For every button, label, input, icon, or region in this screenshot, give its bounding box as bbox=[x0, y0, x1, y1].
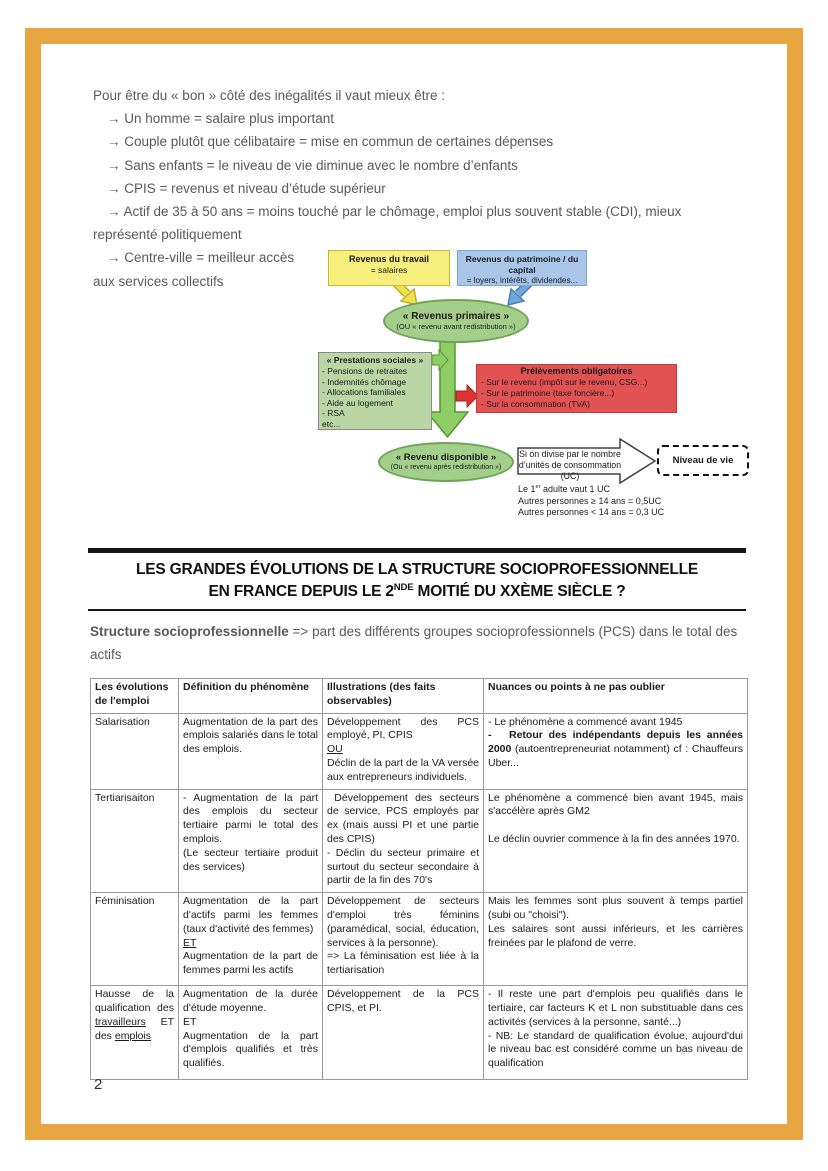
cell-illustrations: Développement des secteurs de service, PCS employés par ex (mais aussi PI et une partie des CPIS) - Déclin du secteur primaire et surtout du secteur secondaire à partir de la fin des 70's bbox=[323, 789, 484, 893]
primary-income-ellipse bbox=[383, 299, 529, 343]
redistribution-arrow-icon bbox=[427, 339, 468, 437]
capital-income-box bbox=[457, 250, 587, 286]
cell-illustrations: Développement des PCS employé, PI, CPIS OU Déclin de la part de la VA versée aux entrepreneurs individuels. bbox=[323, 713, 484, 789]
table-header-row bbox=[91, 679, 748, 714]
primary-income-subtitle: (OU « revenu avant redistribution ») bbox=[396, 321, 516, 331]
intro-line: → Couple plutôt que célibataire = mise en commun de certaines dépenses bbox=[107, 134, 554, 150]
social-benefits-box bbox=[318, 352, 432, 430]
structure-definition: Structure socioprofessionnelle => part des différents groupes socioprofessionnels (PCS) dans le total des actifs bbox=[90, 624, 742, 662]
cell-evolution: Hausse de la qualification des travailleurs ET des emplois bbox=[91, 986, 179, 1080]
intro-line: → CPIS = revenus et niveau d’étude supérieur bbox=[107, 180, 386, 196]
intro-line: → Un homme = salaire plus important bbox=[107, 111, 334, 127]
social-benefits-title: « Prestations sociales » bbox=[326, 355, 424, 365]
cell-evolution: Féminisation bbox=[91, 893, 179, 986]
header-evolutions: Les évolutions de l'emploi bbox=[91, 679, 179, 714]
intro-line: représenté politiquement bbox=[93, 227, 242, 243]
header-illustrations: Illustrations (des faits observables) bbox=[323, 679, 484, 714]
page-number: 2 bbox=[94, 1076, 103, 1093]
cell-definition: Augmentation de la part des emplois salariés dans le total des emplois. bbox=[179, 713, 323, 789]
levies-box bbox=[476, 364, 677, 413]
table-row bbox=[91, 893, 748, 986]
intro-line: aux services collectifs bbox=[93, 273, 224, 289]
disposable-income-title: « Revenu disponible » bbox=[395, 451, 497, 463]
standard-of-living-box bbox=[657, 445, 749, 476]
primary-income-title: « Revenus primaires » bbox=[402, 310, 510, 322]
intro-line: → Sans enfants = le niveau de vie diminue avec le nombre d’enfants bbox=[107, 157, 518, 173]
cell-definition: Augmentation de la durée d'étude moyenne. ET Augmentation de la part d'emplois qualifiés et très qualifiés. bbox=[179, 986, 323, 1080]
header-nuances: Nuances ou points à ne pas oublier bbox=[484, 679, 748, 714]
disposable-income-subtitle: (Ou « revenu après redistribution ») bbox=[390, 463, 502, 471]
table-row bbox=[91, 986, 748, 1080]
disposable-income-ellipse bbox=[378, 442, 514, 482]
cell-evolution: Salarisation bbox=[91, 713, 179, 789]
intro-line: → Centre-ville = meilleur accès bbox=[107, 250, 295, 266]
cell-nuances: - Il reste une part d'emplois peu qualifiés dans le tertiaire, car facteurs K et L non substituable dans ces activités (services à la personne, santé...) - NB: Le standard de qualification évolue, aujourd'dui le niveau bac est considéré comme un bas niveau de qualification bbox=[484, 986, 748, 1080]
table-row bbox=[91, 789, 748, 893]
cell-evolution: Tertiarisaiton bbox=[91, 789, 179, 893]
section-title: LES GRANDES ÉVOLUTIONS DE LA STRUCTURE SOCIOPROFESSIONNELLE EN FRANCE DEPUIS LE 2NDE MOITIÉ DU XXÈME SIÈCLE ? bbox=[88, 548, 746, 611]
capital-income-subtitle: = loyers, intérêts, dividendes... bbox=[466, 276, 578, 285]
social-benefits-items: - Pensions de retraites - Indemnités chômage - Allocations familiales - Aide au logement - RSA etc... bbox=[322, 366, 408, 429]
intro-line: Pour être du « bon » côté des inégalités il vaut mieux être : bbox=[93, 88, 445, 103]
intro-line: → Actif de 35 à 50 ans = moins touché par le chômage, emploi plus souvent stable (CDI), mieux bbox=[107, 204, 682, 220]
levies-title: Prélèvements obligatoires bbox=[520, 366, 633, 376]
cell-definition: Augmentation de la part d'actifs parmi les femmes (taux d'activité des femmes) ET Augmentation de la part de femmes parmi les actifs bbox=[179, 893, 323, 986]
uc-note: Le 1er adulte vaut 1 UC Autres personnes ≥ 14 ans = 0,5UC Autres personnes < 14 ans = 0,3 UC bbox=[518, 484, 665, 517]
levies-items: - Sur le revenu (impôt sur le revenu, CSG...) - Sur le patrimoine (taxe foncière...) - Sur la consommation (TVA) bbox=[481, 377, 648, 409]
cell-illustrations: Développement de la PCS CPIS, et PI. bbox=[323, 986, 484, 1080]
income-flow-diagram bbox=[310, 243, 775, 525]
cell-nuances: Le phénomène a commencé bien avant 1945, mais s'accélère après GM2 Le déclin ouvrier commence à la fin des années 1970. bbox=[484, 789, 748, 893]
cell-definition: - Augmentation de la part des emplois du secteur tertiaire parmi le total des emplois. (Le secteur tertiaire produit des services) bbox=[179, 789, 323, 893]
header-definition: Définition du phénomène bbox=[179, 679, 323, 714]
work-income-box bbox=[328, 250, 450, 286]
standard-of-living-label: Niveau de vie bbox=[672, 455, 734, 466]
work-income-subtitle: = salaires bbox=[370, 265, 408, 275]
cell-nuances: - Le phénomène a commencé avant 1945 - Retour des indépendants depuis les années 2000 (autoentrepreneuriat notamment) cf : Chauffeurs Uber... bbox=[484, 713, 748, 789]
work-income-title: Revenus du travail bbox=[348, 254, 430, 264]
levies-out-arrow-icon bbox=[456, 385, 478, 407]
cell-nuances: Mais les femmes sont plus souvent à temps partiel (subi ou "choisi"). Les salaires sont aussi inférieurs, et les carrières freinées par le plafond de verre. bbox=[484, 893, 748, 986]
table-row bbox=[91, 713, 748, 789]
evolutions-table bbox=[90, 678, 748, 1080]
divide-by-uc-label: Si on divise par le nombre d’unités de consommation (UC) bbox=[518, 449, 624, 481]
cell-illustrations: Développement de secteurs d'emploi très féminins (paramédical, social, éducation, services à la personne). => La féminisation est liée à la tertiarisation bbox=[323, 893, 484, 986]
capital-income-title: Revenus du patrimoine / du capital bbox=[465, 254, 579, 275]
